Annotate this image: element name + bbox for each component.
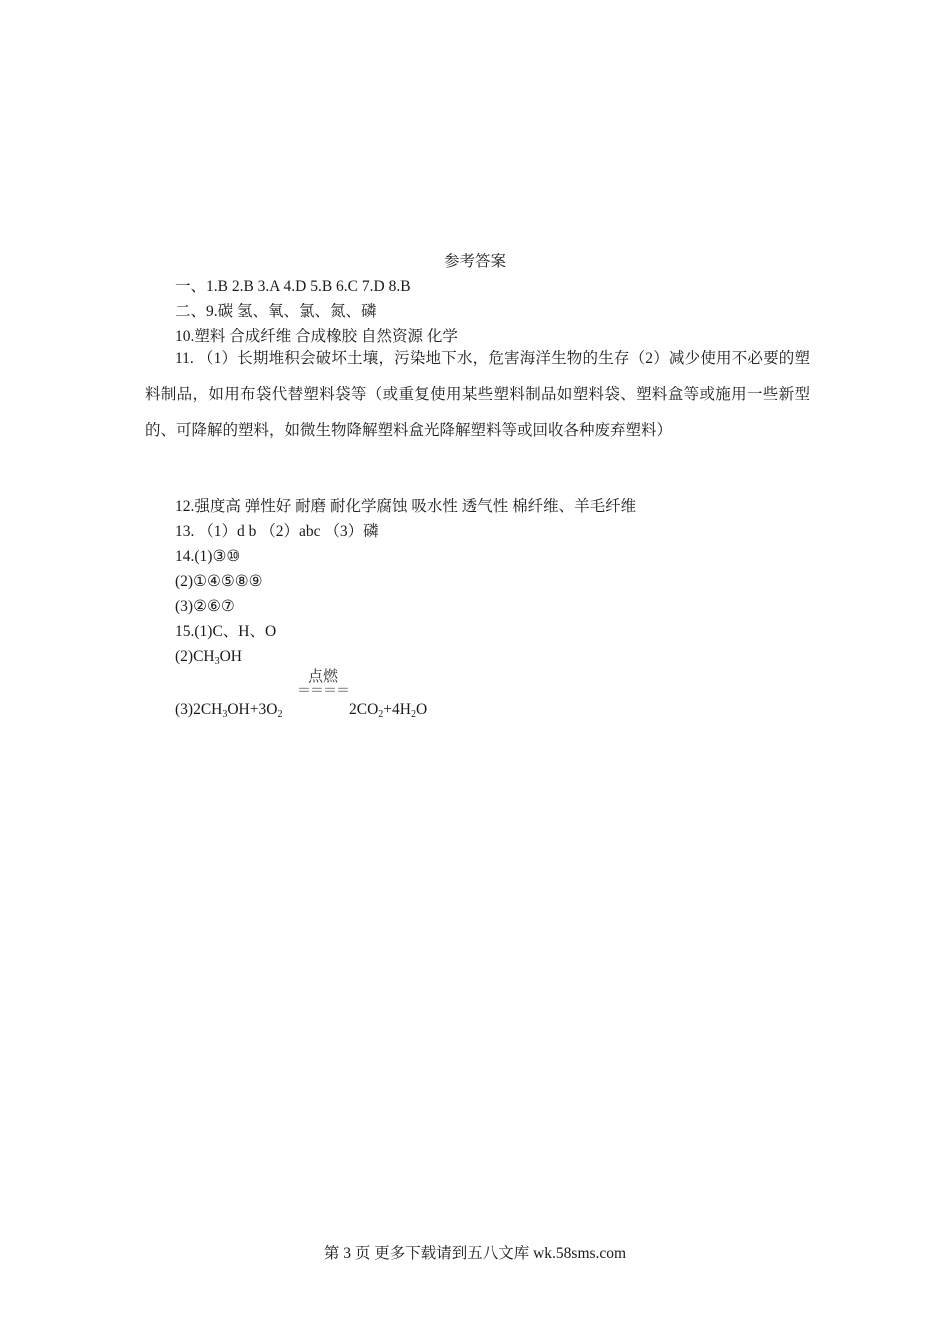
answer-q9: 二、9.碳 氢、氧、氯、氮、磷 (175, 303, 377, 320)
formula-subscript: 2 (277, 709, 283, 720)
formula-text: O (415, 701, 428, 718)
formula-text: OH (219, 648, 242, 665)
answer-q1-8: 一、1.B 2.B 3.A 4.D 5.B 6.C 7.D 8.B (175, 278, 411, 295)
formula-subscript: 2 (410, 709, 416, 720)
equation-right (349, 700, 427, 720)
formula-subscript: 3 (214, 656, 220, 667)
page-title: 参考答案 (443, 253, 506, 270)
answer-q14-3: (3)②⑥⑦ (175, 598, 235, 615)
reaction-condition (296, 668, 350, 698)
formula-text: (3)2CH (175, 701, 223, 718)
formula-text: 2CO (349, 701, 379, 718)
answer-q15-2 (175, 647, 242, 667)
formula-subscript: 2 (378, 709, 384, 720)
answer-q15-1: 15.(1)C、H、O (175, 623, 277, 640)
page-footer: 第 3 页 更多下载请到五八文库 wk.58sms.com (323, 1245, 627, 1262)
answer-q10: 10.塑料 合成纤维 合成橡胶 自然资源 化学 (175, 328, 458, 345)
answer-q13: 13. （1）d b （2）abc （3）磷 (175, 523, 379, 540)
formula-text: +4H (383, 701, 411, 718)
formula-text: OH+3O (227, 701, 278, 718)
formula-subscript: 3 (222, 709, 228, 720)
answer-q14-2: (2)①④⑤⑧⑨ (175, 573, 263, 590)
reaction-condition-label: 点燃 (307, 669, 338, 685)
answer-q11: 11. （1）长期堆积会破坏土壤，污染地下水，危害海洋生物的生存（2）减少使用不必要的塑料制品，如用布袋代替塑料袋等（或重复使用某些塑料制品如塑料袋、塑料盒等或施用一些新型的、可降解的塑料，如微生物降解塑料盒光降解塑料等或回收各种废弃塑料） (145, 350, 810, 439)
equation-left (175, 700, 282, 720)
answer-q14-1: 14.(1)③⑩ (175, 548, 241, 565)
formula-text: (2)CH (175, 648, 215, 665)
reaction-equals-sign: ＝＝＝＝ (297, 684, 349, 699)
answer-q12: 12.强度高 弹性好 耐磨 耐化学腐蚀 吸水性 透气性 棉纤维、羊毛纤维 (175, 498, 637, 515)
